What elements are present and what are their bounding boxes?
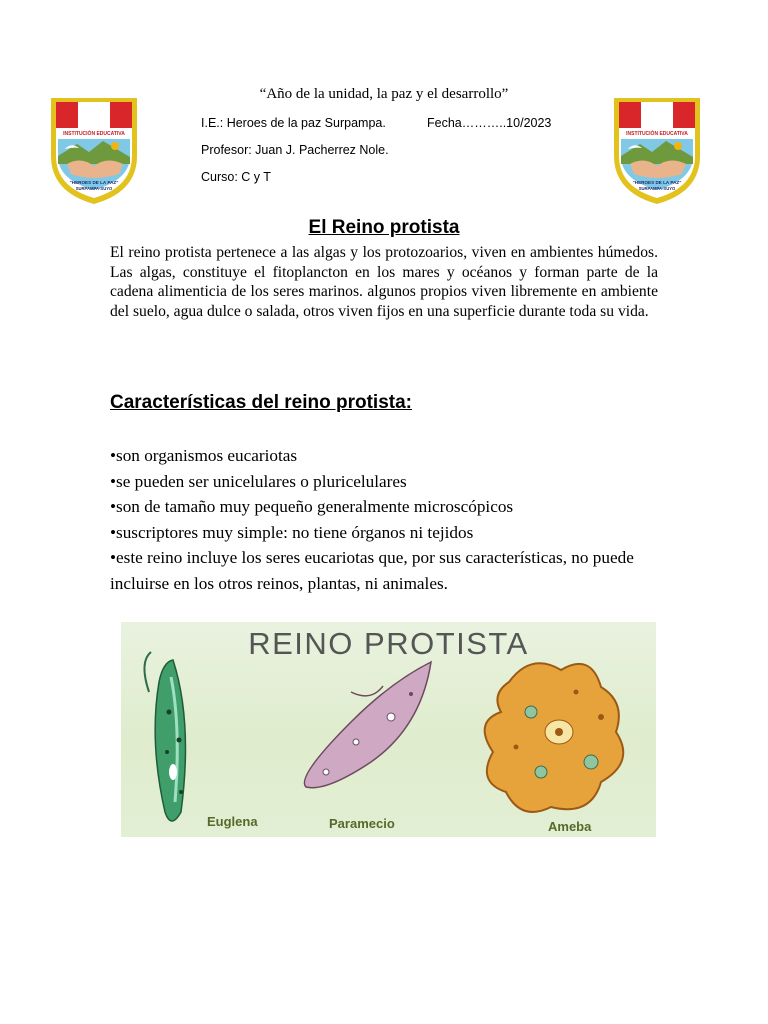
list-item: •son de tamaño muy pequeño generalmente microscópicos <box>110 497 514 516</box>
svg-text:SURPAMPA-SUYO: SURPAMPA-SUYO <box>75 186 113 191</box>
intro-paragraph: El reino protista pertenece a las algas y los protozoarios, viven en ambientes húmedos. Las algas, constituye el fitoplancton en los mares y océanos y forman parte de la cadena alimenticia de los seres marinos. algunos propios viven libremente en ambiente del suelo, agua dulce o salada, otros viven fijos en una superficie durante toda su vida. <box>110 244 658 320</box>
list-item: •este reino incluye los seres eucariotas que, por sus características, no puede incluirse en los otros reinos, plantas, ni animales. <box>110 548 634 593</box>
svg-text:"HEROES DE LA PAZ": "HEROES DE LA PAZ" <box>632 180 682 185</box>
protist-illustration <box>121 622 656 837</box>
list-item: •suscriptores muy simple: no tiene órganos ni tejidos <box>110 522 474 542</box>
school-crest-logo-right <box>610 94 704 206</box>
characteristics-list <box>110 443 680 596</box>
label-paramecio: Paramecio <box>329 816 395 831</box>
amoeba-drawing <box>485 663 624 812</box>
date-field: Fecha………..10/2023 <box>427 116 552 130</box>
illustration-title: REINO PROTISTA <box>248 626 529 661</box>
year-motto: “Año de la unidad, la paz y el desarrollo” <box>259 86 509 102</box>
svg-text:SURPAMPA-SUYO: SURPAMPA-SUYO <box>638 186 676 191</box>
teacher-name: Profesor: Juan J. Pacherrez Nole. <box>201 143 389 157</box>
list-item: •se pueden ser unicelulares o pluricelulares <box>110 471 407 491</box>
svg-text:INSTITUCIÓN EDUCATIVA: INSTITUCIÓN EDUCATIVA <box>626 131 688 137</box>
svg-text:"HEROES DE LA PAZ": "HEROES DE LA PAZ" <box>69 180 119 185</box>
school-name: I.E.: Heroes de la paz Surpampa. <box>201 116 386 130</box>
school-crest-logo <box>47 94 141 206</box>
svg-text:INSTITUCIÓN EDUCATIVA: INSTITUCIÓN EDUCATIVA <box>63 131 125 137</box>
list-item: •son organismos eucariotas <box>110 446 298 465</box>
euglena-drawing <box>144 652 185 821</box>
paramecium-drawing <box>304 662 431 788</box>
page-title: El Reino protista <box>308 217 460 238</box>
characteristics-heading: Características del reino protista: <box>110 392 412 413</box>
protist-drawings <box>121 622 656 837</box>
label-ameba: Ameba <box>548 819 592 834</box>
label-euglena: Euglena <box>207 814 258 829</box>
course-name: Curso: C y T <box>201 170 271 184</box>
